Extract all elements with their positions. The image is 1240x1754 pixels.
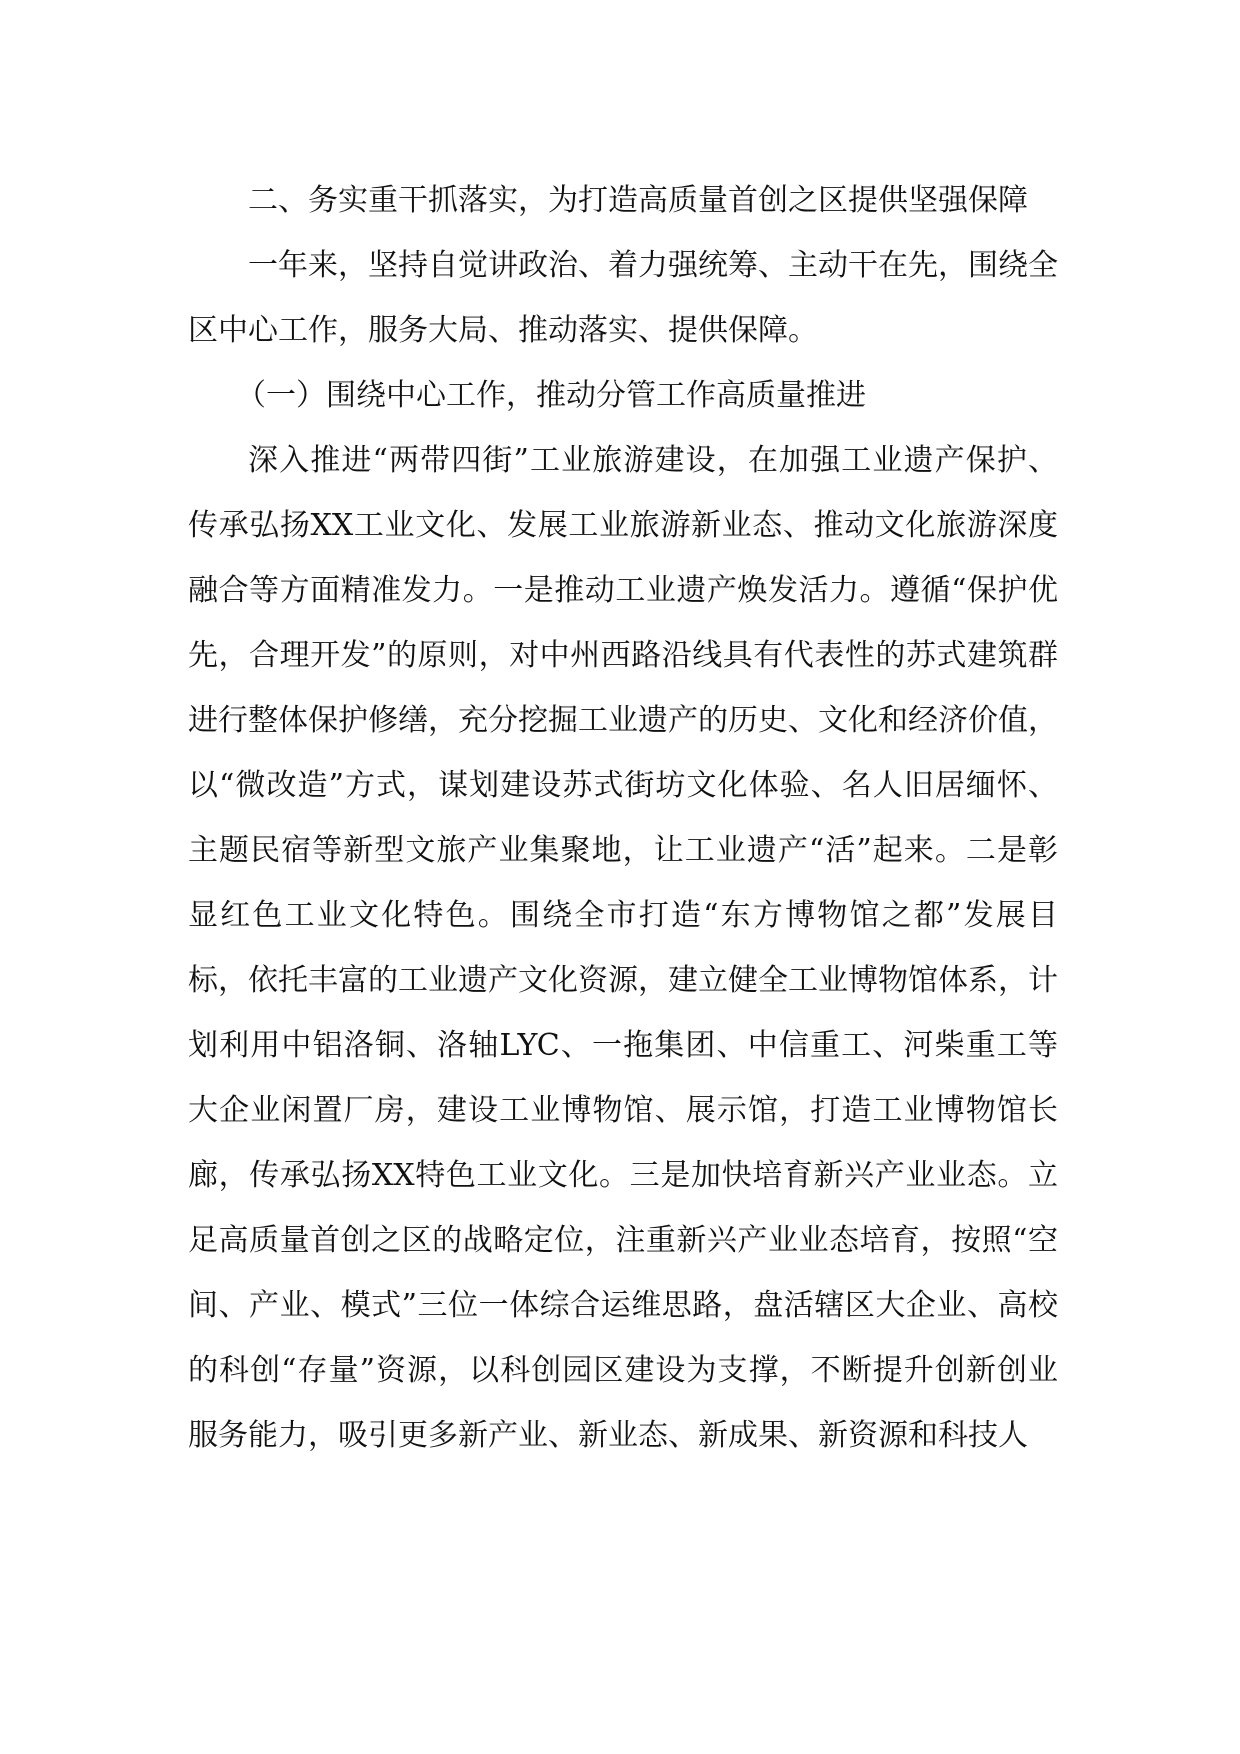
document-body — [188, 168, 1058, 1468]
body-paragraph: 深入推进“两带四街”工业旅游建设，在加强工业遗产保护、传承弘扬XX工业文化、发展工业旅游新业态、推动文化旅游深度融合等方面精准发力。一是推动工业遗产焕发活力。遵循“保护优先，合理开发”的原则，对中州西路沿线具有代表性的苏式建筑群进行整体保护修缮，充分挖掘工业遗产的历史、文化和经济价值，以“微改造”方式，谋划建设苏式街坊文化体验、名人旧居缅怀、主题民宿等新型文旅产业集聚地，让工业遗产“活”起来。二是彰显红色工业文化特色。围绕全市打造“东方博物馆之都”发展目标，依托丰富的工业遗产文化资源，建立健全工业博物馆体系，计划利用中铝洛铜、洛轴LYC、一拖集团、中信重工、河柴重工等大企业闲置厂房，建设工业博物馆、展示馆，打造工业博物馆长廊，传承弘扬XX特色工业文化。三是加快培育新兴产业业态。立足高质量首创之区的战略定位，注重新兴产业业态培育，按照“空间、产业、模式”三位一体综合运维思路，盘活辖区大企业、高校的科创“存量”资源，以科创园区建设为支撑，不断提升创新创业服务能力，吸引更多新产业、新业态、新成果、新资源和科技人 — [188, 443, 1058, 1453]
intro-paragraph: 一年来，坚持自觉讲政治、着力强统筹、主动干在先，围绕全区中心工作，服务大局、推动落实、提供保障。 — [188, 248, 1058, 348]
section-heading: 二、务实重干抓落实，为打造高质量首创之区提供坚强保障 — [248, 183, 1028, 218]
subsection-heading: （一）围绕中心工作，推动分管工作高质量推进 — [236, 378, 866, 413]
